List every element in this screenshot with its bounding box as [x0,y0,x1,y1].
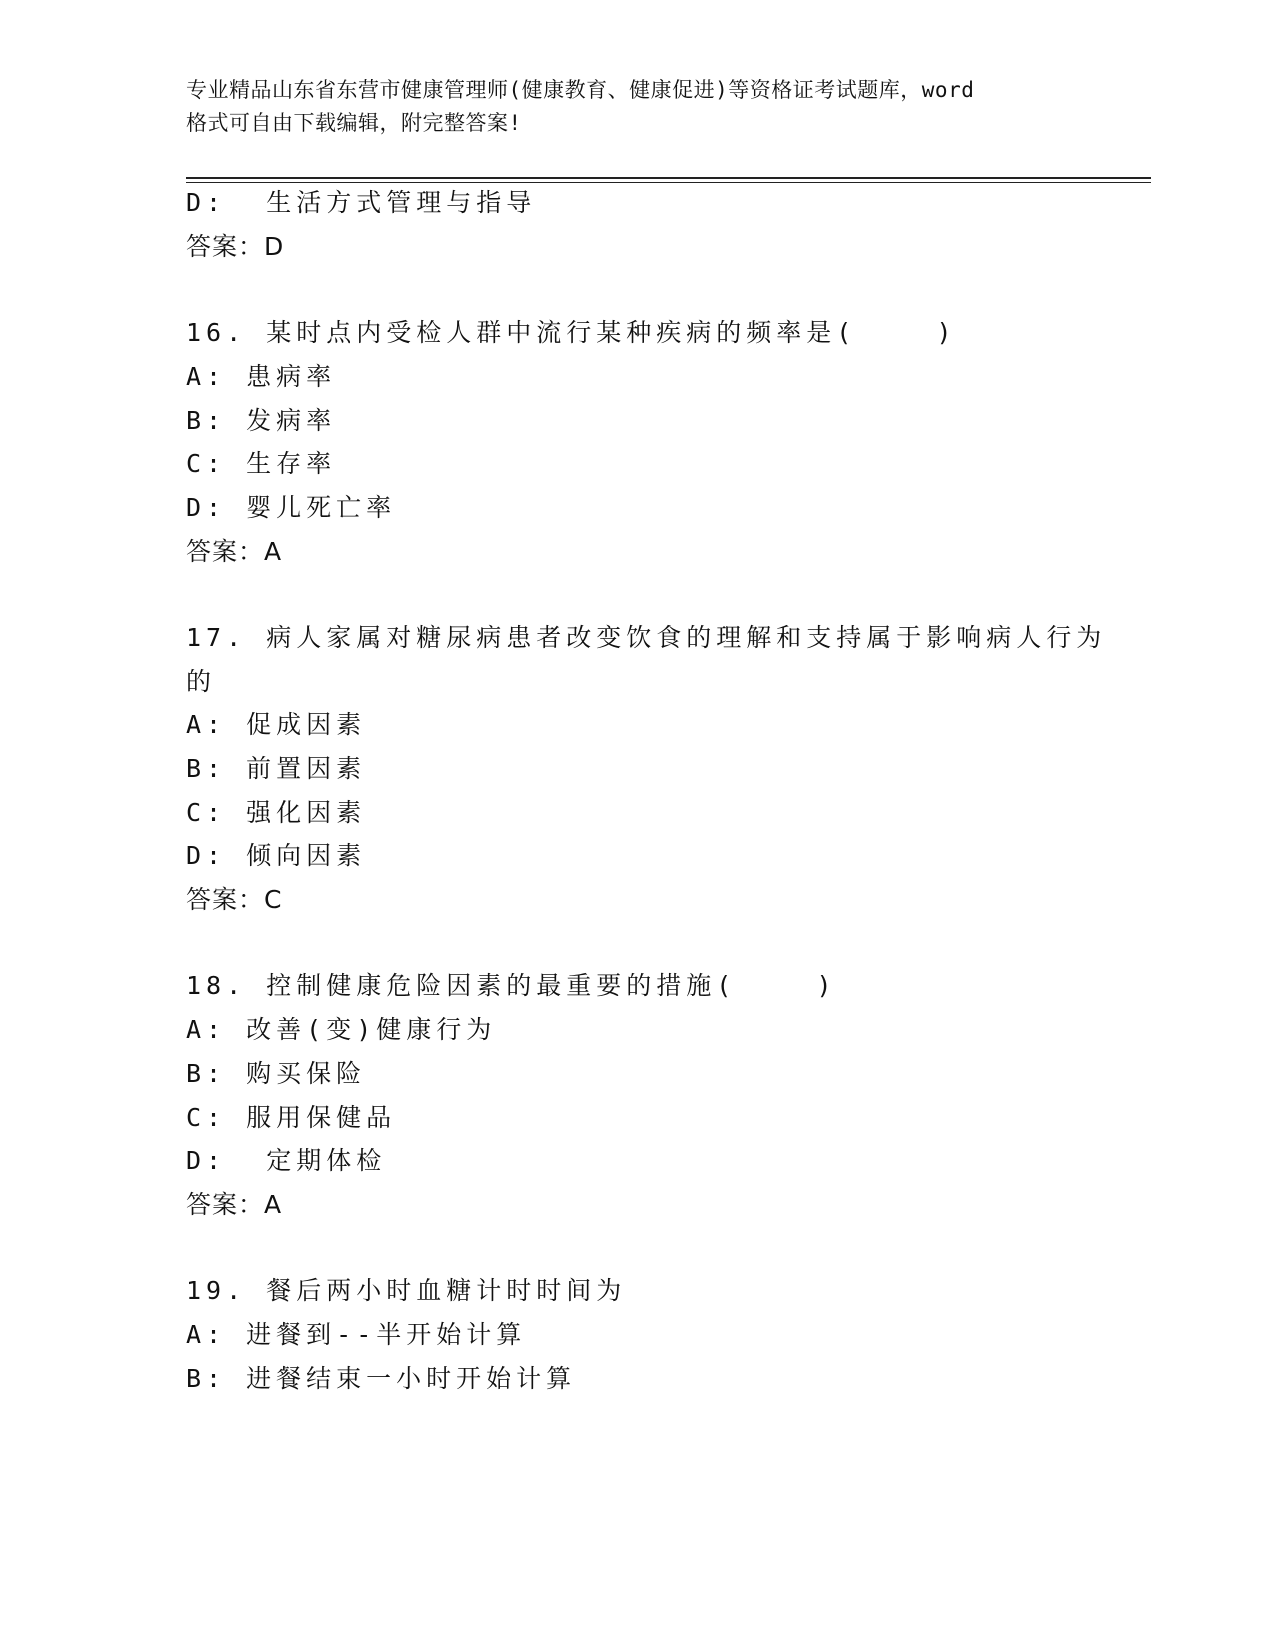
option-d: D: 生活方式管理与指导 [186,188,537,217]
question-17-option-d: D: 倾向因素 [186,841,367,870]
question-19-option-a: A: 进餐到--半开始计算 [186,1320,527,1349]
question-19-stem: 19. 餐后两小时血糖计时时间为 [186,1276,627,1305]
question-17-option-b: B: 前置因素 [186,754,367,783]
question-18-option-d: D: 定期体检 [186,1146,387,1175]
question-17-option-a: A: 促成因素 [186,710,367,739]
question-16-option-a: A: 患病率 [186,362,337,391]
document-header [186,74,1086,140]
header-divider-thin [186,182,1151,183]
question-16-option-c: C: 生存率 [186,449,337,478]
question-18-answer: 答案：A [186,1190,283,1219]
question-18-option-b: B: 购买保险 [186,1059,367,1088]
question-17-stem: 17. 病人家属对糖尿病患者改变饮食的理解和支持属于影响病人行为 [186,623,1107,652]
header-divider [186,177,1151,179]
question-16-option-d: D: 婴儿死亡率 [186,493,397,522]
header-line-1: 专业精品山东省东营市健康管理师(健康教育、健康促进)等资格证考试题库，word [186,78,975,102]
question-16-stem: 16. 某时点内受检人群中流行某种疾病的频率是( ) [186,318,957,347]
question-17-answer: 答案：C [186,885,283,914]
question-19-option-b: B: 进餐结束一小时开始计算 [186,1364,577,1393]
question-18-stem: 18. 控制健康危险因素的最重要的措施( ) [186,971,837,1000]
answer-label: 答案：D [186,232,285,261]
header-line-2: 格式可自由下载编辑，附完整答案! [186,111,522,135]
question-17-stem-continued: 的 [186,667,217,696]
question-18-option-a: A: 改善(变)健康行为 [186,1015,497,1044]
question-18-option-c: C: 服用保健品 [186,1103,397,1132]
question-16-option-b: B: 发病率 [186,406,337,435]
question-16-answer: 答案：A [186,537,283,566]
question-17-option-c: C: 强化因素 [186,798,367,827]
